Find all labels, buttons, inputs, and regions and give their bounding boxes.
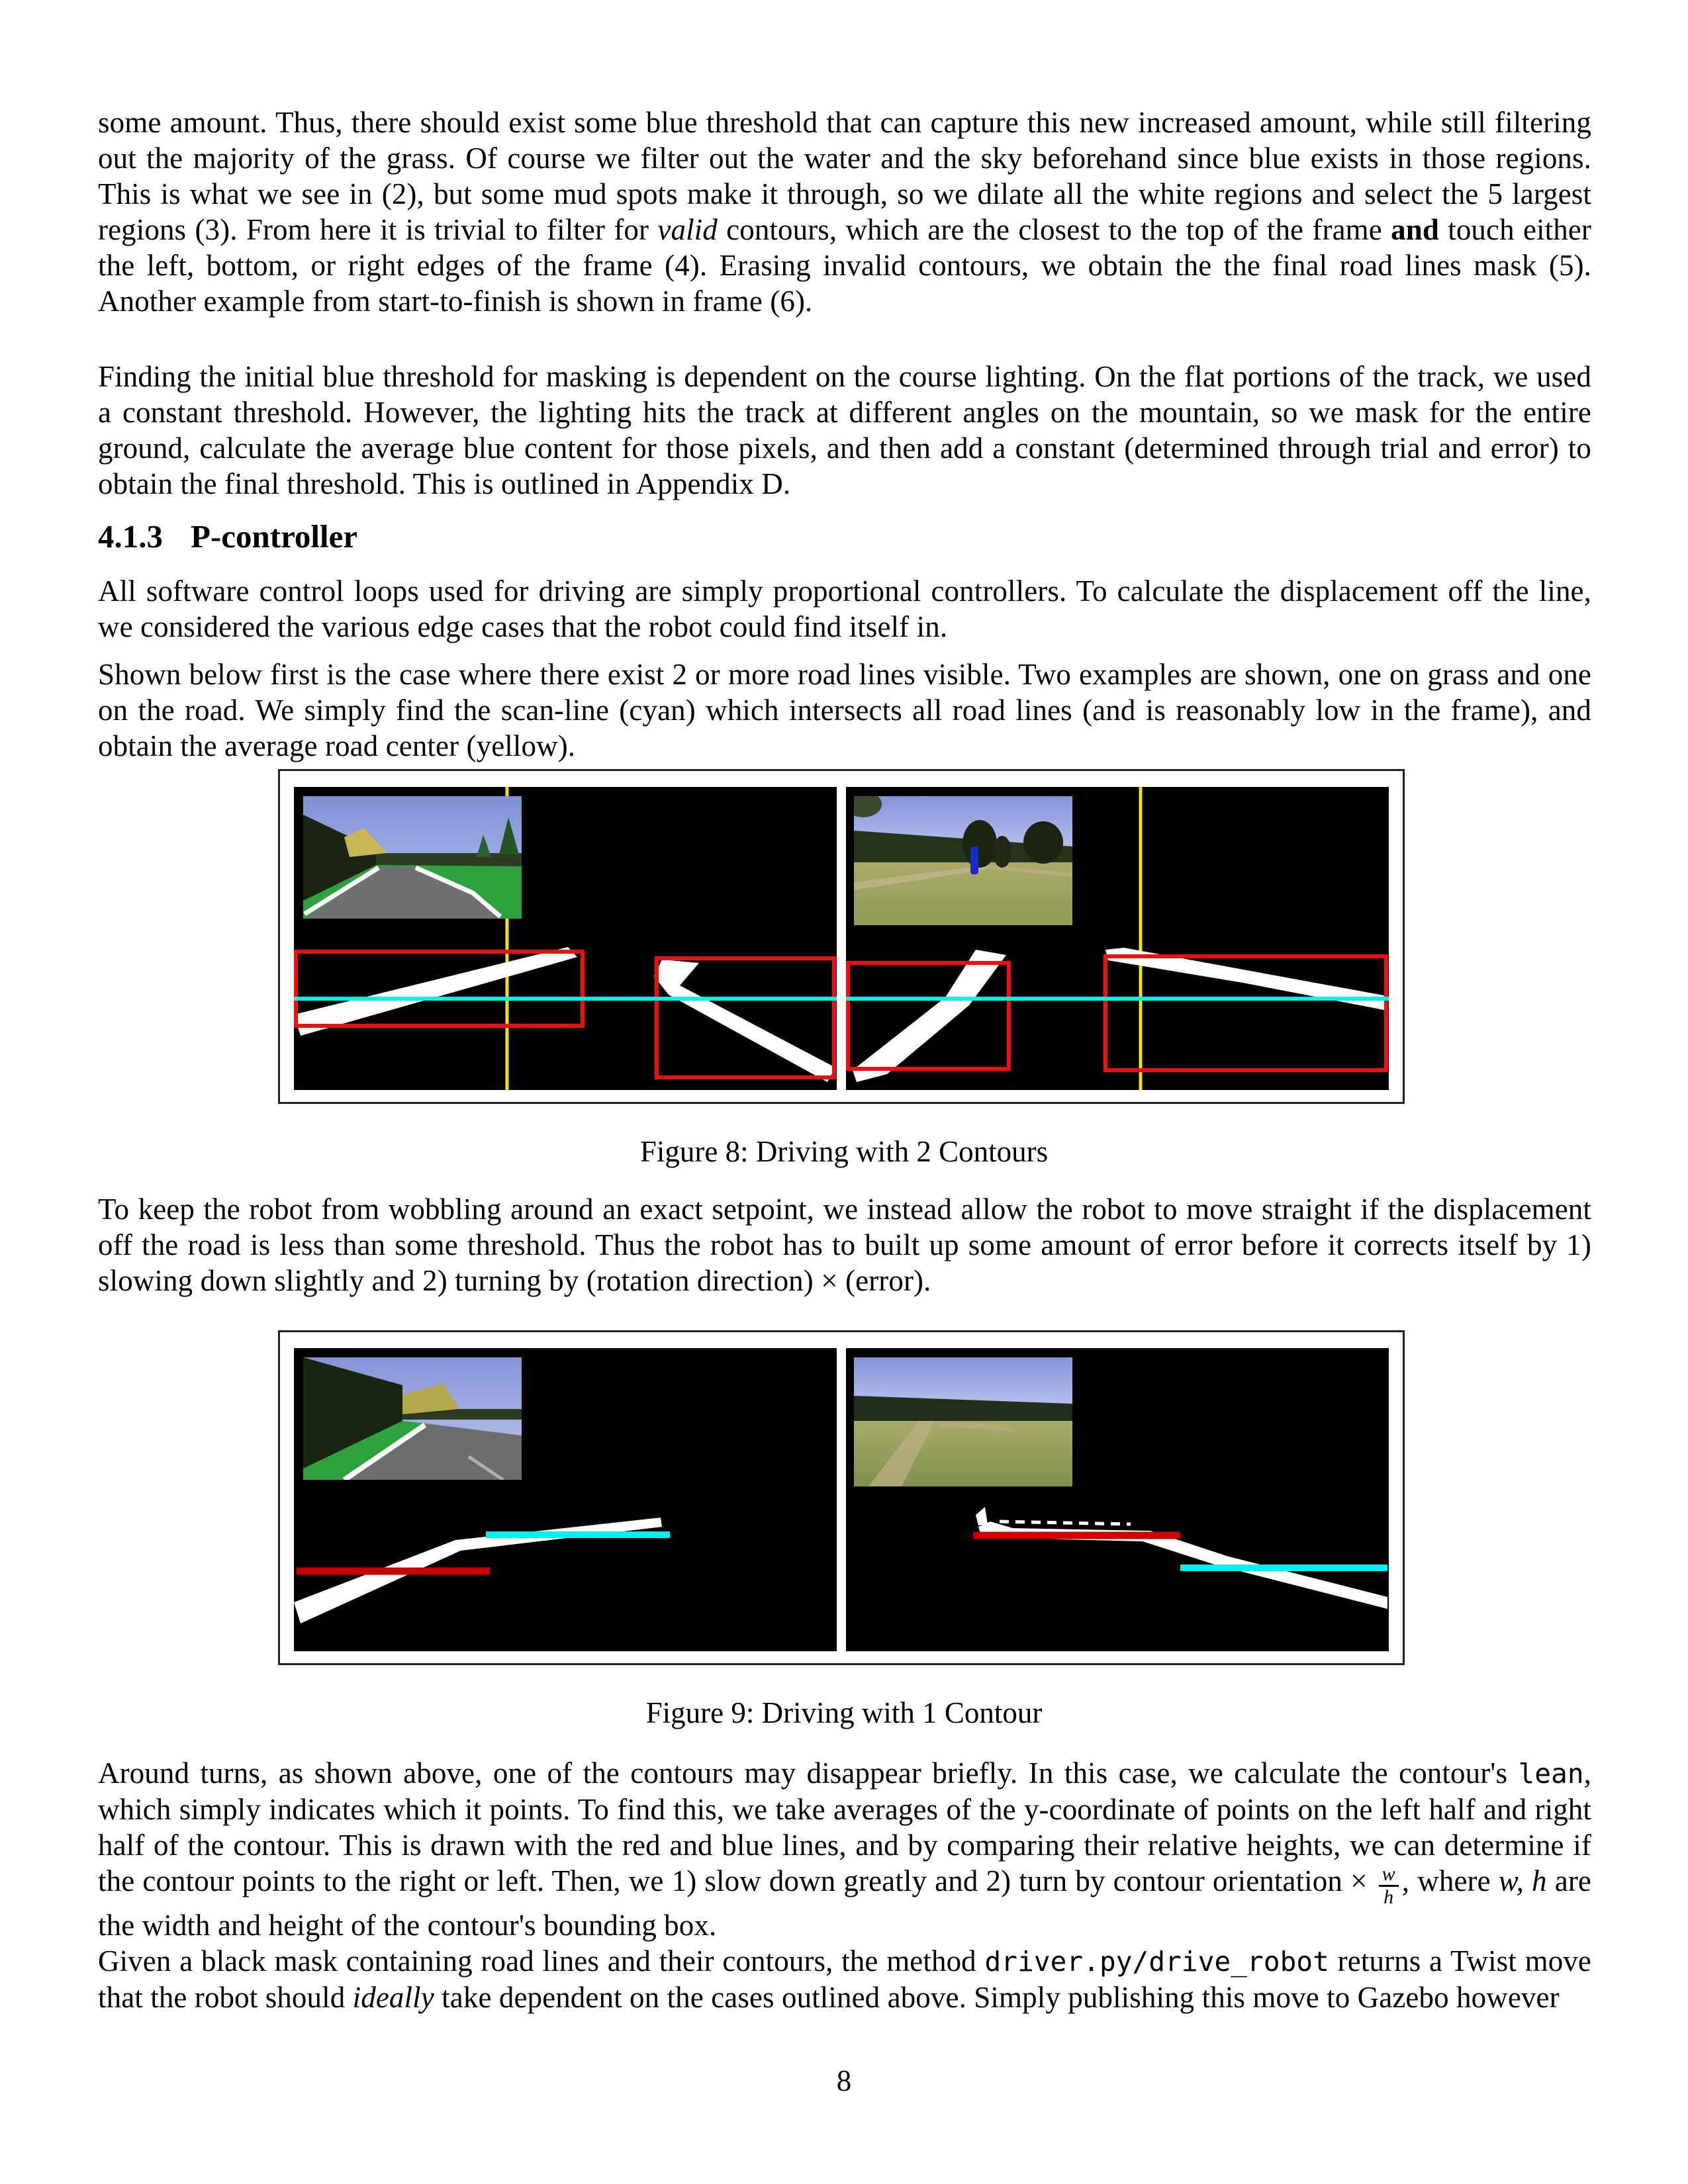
camera-inset-image (846, 791, 1072, 925)
camera-inset-image (303, 1357, 522, 1480)
road-mask-image (846, 1348, 1389, 1651)
paragraph-contour-lean: Around turns, as shown above, one of the contours may disappear briefly. In this case, we calculate the contour's lean, which simply indicates which it points. To find this, we take averages of the y-coordinate of points on the left half and right half of the contour. This is drawn with the red and blue lines, and by comparing their relative heights, we can determine if the contour points to the right or left. Then, we 1) slow down greatly and 2) turn by contour orientation × $\frac{w}{h}$ , where w, h are the width and height of the contour's bounding box. (98, 1756, 1591, 1942)
road-mask-image (294, 787, 837, 1090)
blue-post (970, 846, 978, 874)
figure-8-left-mask-panel (294, 787, 837, 1090)
page-number: 8 (836, 2064, 852, 2097)
figure-9-caption: Figure 9: Driving with 1 Contour (645, 1696, 1043, 1729)
camera-inset-image (854, 1357, 1072, 1486)
figure-9 (278, 1330, 1405, 1665)
tree (993, 836, 1011, 868)
paragraph-initial-threshold: Finding the initial blue threshold for masking is dependent on the course lighting. On the flat portions of the track, we used a constant threshold. However, the lighting hits the track at different angles on the mountain, so we mask for the entire ground, calculate the average blue content for those pixels, and then add a constant (determined through trial and error) to obtain the final threshold. This is outlined in Appendix D. (98, 360, 1591, 500)
tree (962, 820, 997, 868)
section-title: P-controller (191, 518, 358, 555)
paragraph-setpoint-threshold: To keep the robot from wobbling around an exact setpoint, we instead allow the robot to move straight if the displacement off the road is less than some threshold. Thus the robot has to built up some amount of error before it corrects itself by 1) slowing down slightly and 2) turning by (rotation direction) × (error). (98, 1193, 1591, 1297)
road-mask-image (846, 787, 1389, 1090)
figure-8-right-mask-panel (846, 787, 1389, 1090)
figure-8 (278, 769, 1405, 1104)
figure-9-right-mask-panel (846, 1348, 1389, 1651)
paragraph-two-lines-case: Shown below first is the case where there exist 2 or more road lines visible. Two examples are shown, one on grass and one on the road. We simply find the scan-line (cyan) which intersects all road lines (and is reasonably low in the frame), and obtain the average road center (yellow). (98, 658, 1591, 762)
figure-8-caption: Figure 8: Driving with 2 Contours (639, 1135, 1049, 1168)
paragraph-p-controller-intro: All software control loops used for driving are simply proportional controllers. To calculate the displacement off the line, we considered the various edge cases that the robot could find itself in. (98, 574, 1591, 643)
paragraph-drive-robot: Given a black mask containing road lines and their contours, the method driver.py/drive_robot returns a Twist move that the robot should ideally take dependent on the cases outlined above. Simply publishing this move to Gazebo however (98, 1944, 1591, 2014)
section-number: 4.1.3 (98, 518, 163, 555)
paragraph-blue-threshold: some amount. Thus, there should exist some blue threshold that can capture this new increased amount, while still filtering out the majority of the grass. Of course we filter out the water and the sky beforehand since blue exists in those regions. This is what we see in (2), but some mud spots make it through, so we dilate all the white regions and select the 5 largest regions (3). From here it is trivial to filter for valid contours, which are the closest to the top of the frame and touch either the left, bottom, or right edges of the frame (4). Erasing invalid contours, we obtain the the final road lines mask (5). Another example from start-to-finish is shown in frame (6). (98, 106, 1592, 318)
camera-inset-image (303, 796, 522, 919)
tree (1023, 821, 1063, 864)
road-mask-image (294, 1348, 837, 1651)
section-heading (98, 518, 357, 555)
figure-9-left-mask-panel (294, 1348, 837, 1651)
